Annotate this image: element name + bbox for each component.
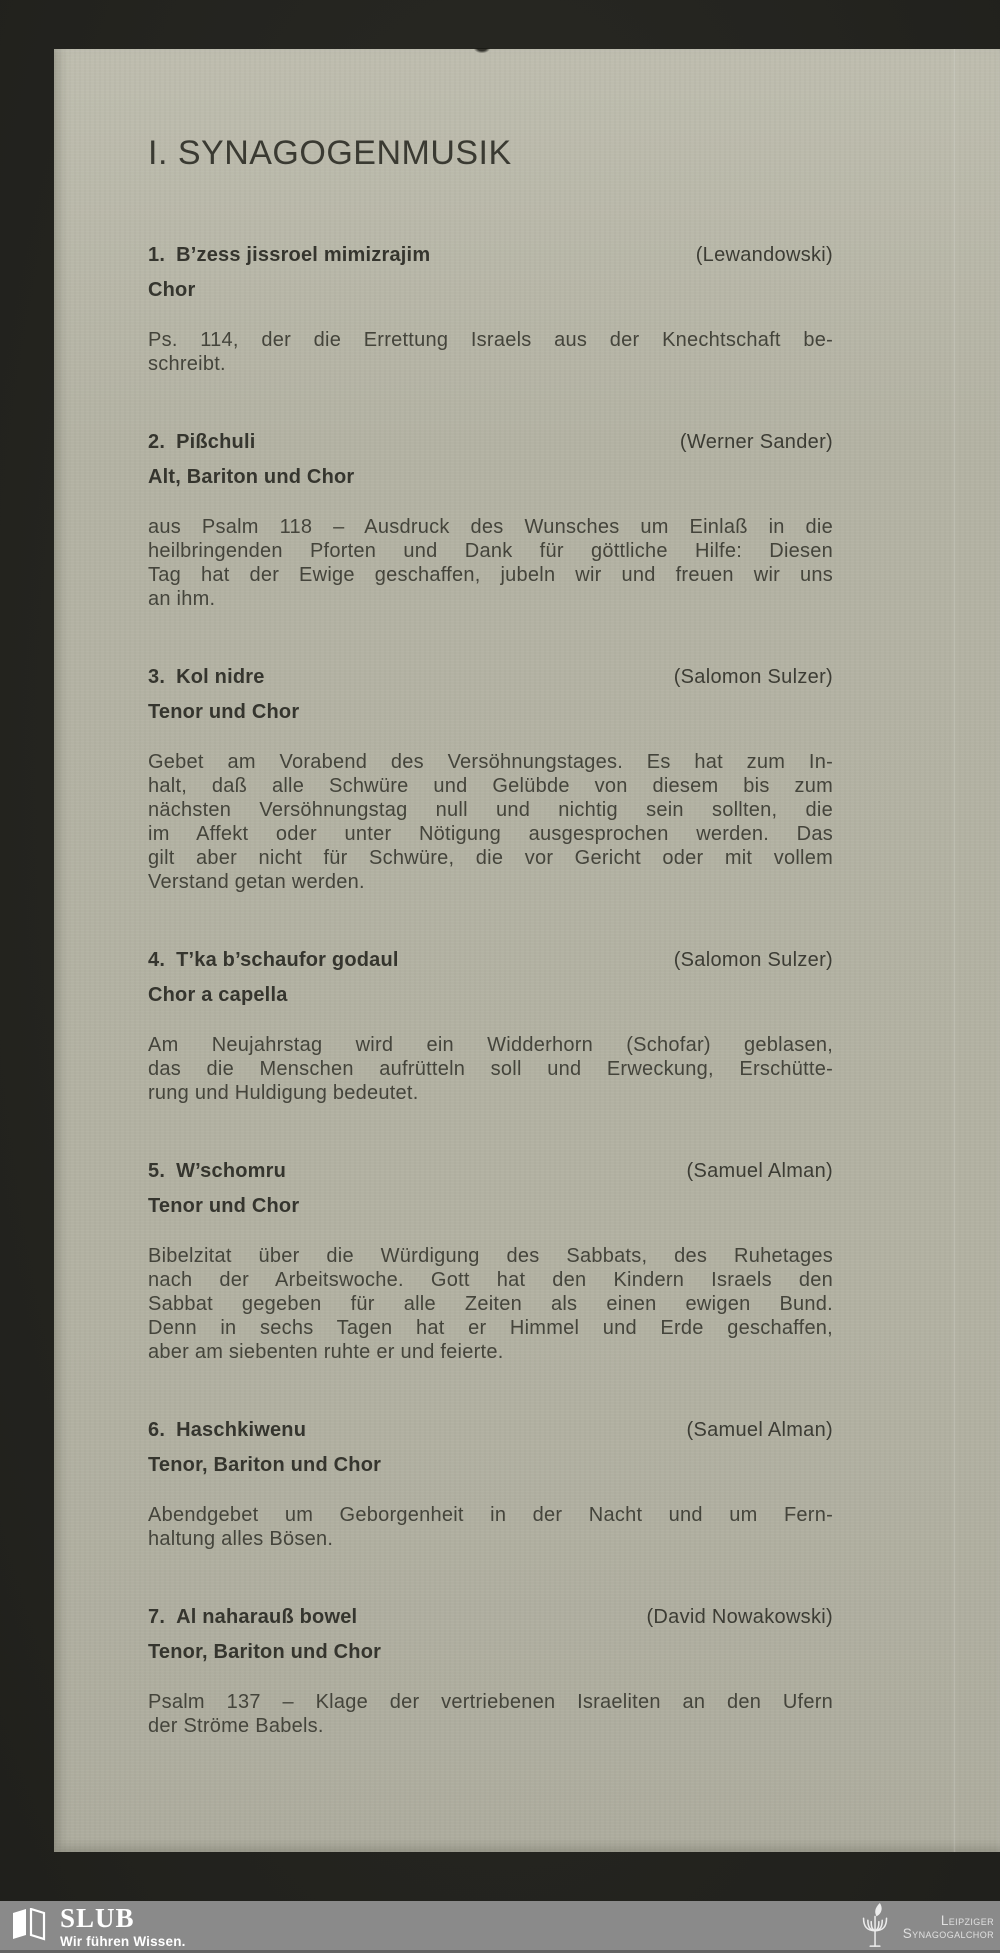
item-number: 2. [148,431,166,453]
item-heading [148,430,833,454]
program-item [148,948,833,1105]
item-description [148,1244,833,1364]
description-line: der Ströme Babels. [148,1715,324,1737]
item-composer: (Salomon Sulzer) [673,949,833,971]
description-line: aber am siebenten ruhte er und feierte. [148,1341,504,1363]
item-composer: (Samuel Alman) [686,1419,833,1441]
slub-brand-text: SLUB [60,1903,135,1933]
item-title: T’ka b’schaufor godaul [176,949,399,971]
description-line: schreibt. [148,353,226,375]
item-title: Pißchuli [176,431,256,453]
item-heading [148,1418,833,1442]
description-line: haltung alles Bösen. [148,1528,334,1550]
description-line: Tag hat der Ewige geschaffen, jubeln wir und freuen wir uns [148,564,833,586]
choir-logo[interactable] [858,1902,1000,1953]
item-description [148,328,833,376]
slub-logo[interactable] [0,1905,186,1949]
item-description [148,750,833,894]
item-number: 5. [148,1160,166,1182]
item-composer: (Werner Sander) [679,431,833,453]
choir-name-line1: Leipziger [940,1913,994,1928]
scanned-page [54,49,1000,1852]
description-line: Sabbat gegeben für alle Zeiten als einen ewigen Bund. [148,1293,833,1315]
program-item [148,1605,833,1738]
paper-edge-notch [474,48,490,53]
item-voicing: Chor a capella [148,984,288,1006]
item-heading [148,948,833,972]
description-line: gilt aber nicht für Schwüre, die vor Gericht oder mit vollem [148,847,833,869]
item-heading [148,1159,833,1183]
item-title: Al naharauß bowel [176,1606,358,1628]
description-line: Verstand getan werden. [148,871,365,893]
item-description [148,515,833,611]
menorah-icon [858,1902,894,1953]
item-heading [148,1605,833,1629]
program-item [148,1159,833,1364]
description-line: Denn in sechs Tagen hat er Himmel und Erde geschaffen, [148,1317,833,1339]
item-number: 6. [148,1419,166,1441]
description-line: aus Psalm 118 – Ausdruck des Wunsches um Einlaß in die [148,516,833,538]
item-number: 1. [148,244,166,266]
item-title: B’zess jissroel mimizrajim [176,244,431,266]
item-description [148,1033,833,1105]
item-voicing: Tenor und Chor [148,701,300,723]
item-heading [148,243,833,267]
page-title: I. SYNAGOGENMUSIK [148,134,512,172]
program-item [148,1418,833,1551]
item-voicing: Tenor und Chor [148,1195,300,1217]
item-composer: (Lewandowski) [695,244,833,266]
description-line: heilbringenden Pforten und Dank für göttliche Hilfe: Diesen [148,540,833,562]
description-line: rung und Huldigung bedeutet. [148,1082,419,1104]
item-composer: (David Nowakowski) [646,1606,833,1628]
program-item [148,430,833,611]
description-line: nach der Arbeitswoche. Gott hat den Kindern Israels den [148,1269,833,1291]
item-composer: (Samuel Alman) [686,1160,833,1182]
item-voicing: Tenor, Bariton und Chor [148,1641,382,1663]
item-voicing: Chor [148,279,196,301]
choir-name-line2: Synagogalchor [902,1926,994,1941]
description-line: halt, daß alle Schwüre und Gelübde von diesem bis zum [148,775,833,797]
paper-crease [953,49,956,1852]
footer-bar [0,1901,1000,1953]
description-line: das die Menschen aufrütteln soll und Erweckung, Erschütte- [148,1058,833,1080]
description-line: im Affekt oder unter Nötigung ausgesprochen werden. Das [148,823,833,845]
item-description [148,1503,833,1551]
item-title: Haschkiwenu [176,1419,307,1441]
item-number: 7. [148,1606,166,1628]
description-line: Ps. 114, der die Errettung Israels aus der Knechtschaft be- [148,329,833,351]
program-content [148,136,833,1792]
item-title: W’schomru [176,1160,287,1182]
item-number: 4. [148,949,166,971]
description-line: Am Neujahrstag wird ein Widderhorn (Schofar) geblasen, [148,1034,833,1056]
description-line: Gebet am Vorabend des Versöhnungstages. Es hat zum In- [148,751,833,773]
description-line: an ihm. [148,588,216,610]
item-title: Kol nidre [176,666,265,688]
open-book-icon [10,1905,47,1946]
program-item [148,243,833,376]
description-line: Abendgebet um Geborgenheit in der Nacht und um Fern- [148,1504,833,1526]
item-heading [148,665,833,689]
item-voicing: Alt, Bariton und Chor [148,466,355,488]
item-number: 3. [148,666,166,688]
item-voicing: Tenor, Bariton und Chor [148,1454,382,1476]
description-line: nächsten Versöhnungstag null und nichtig sein sollten, die [148,799,833,821]
slub-tagline: Wir führen Wissen. [60,1934,186,1949]
item-description [148,1690,833,1738]
description-line: Bibelzitat über die Würdigung des Sabbats, des Ruhetages [148,1245,833,1267]
item-composer: (Salomon Sulzer) [673,666,833,688]
program-item [148,665,833,894]
description-line: Psalm 137 – Klage der vertriebenen Israeliten an den Ufern [148,1691,833,1713]
